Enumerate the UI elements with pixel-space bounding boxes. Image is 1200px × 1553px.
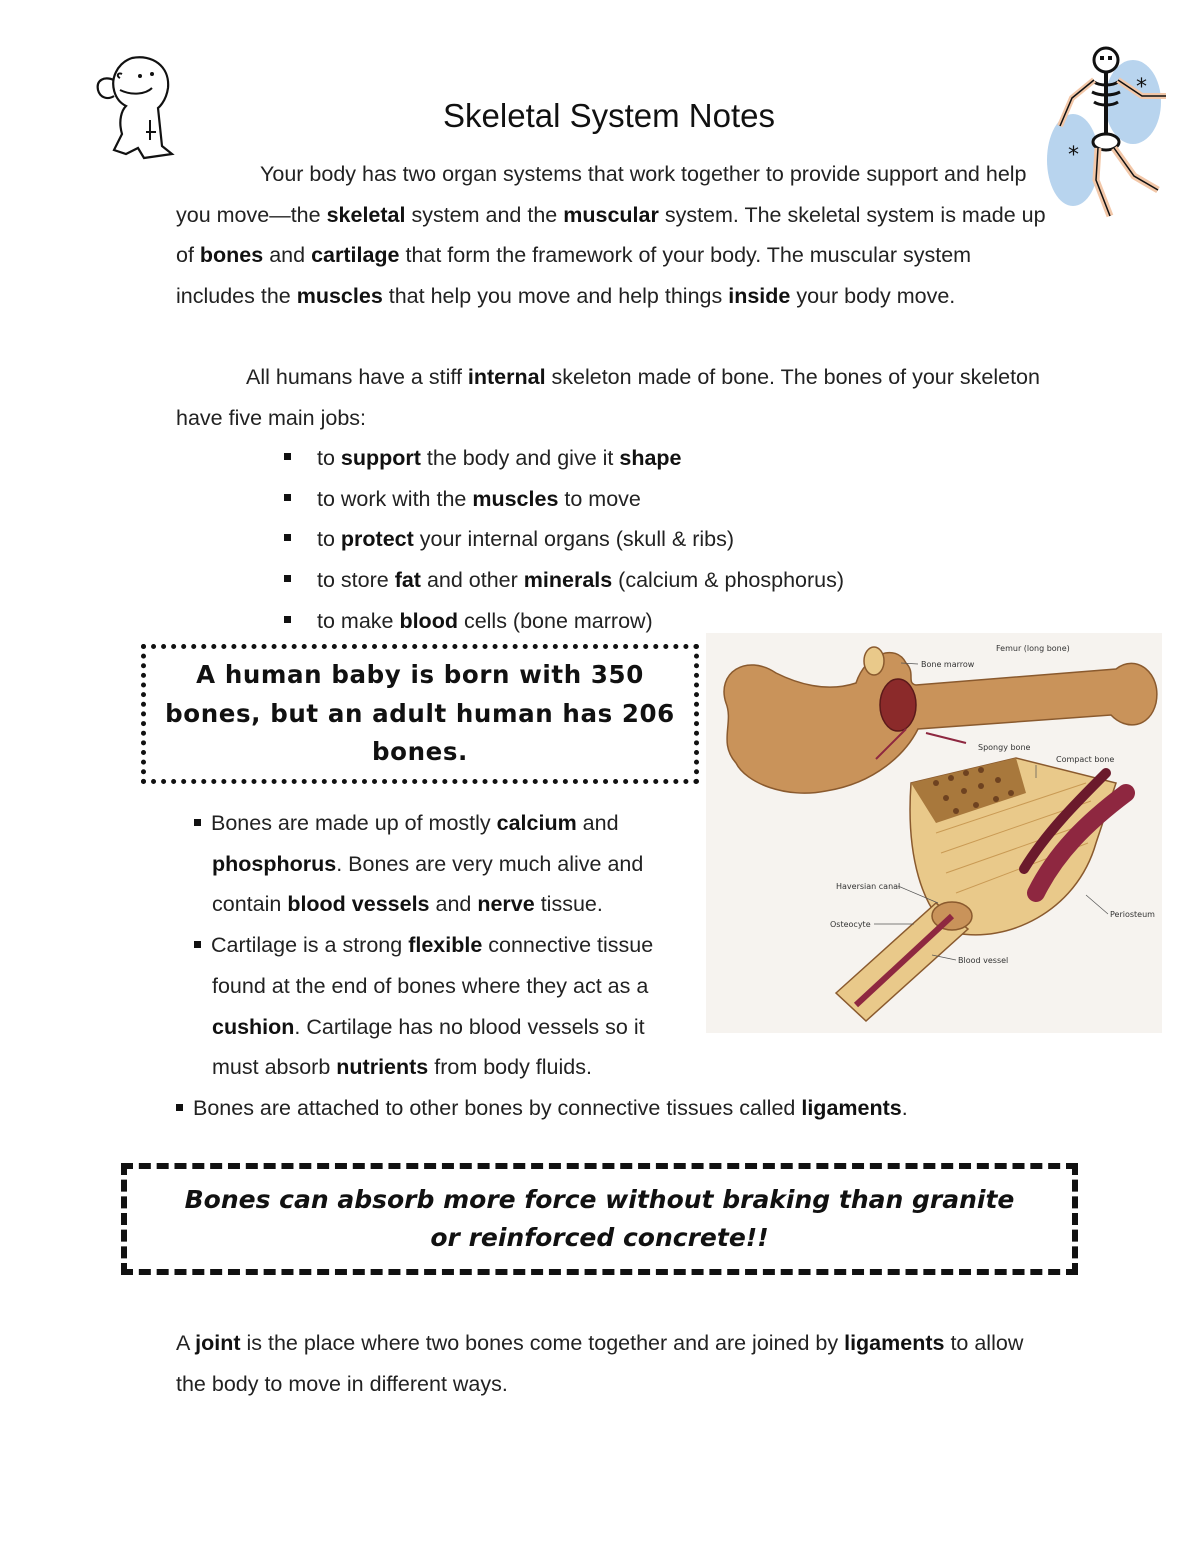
list-item: to work with the muscles to move bbox=[282, 479, 882, 520]
label-osteocyte: Osteocyte bbox=[830, 920, 871, 929]
bone-structure-illustration bbox=[706, 633, 1162, 1033]
bullet-icon bbox=[194, 819, 201, 826]
joint-paragraph: A joint is the place where two bones come together and are joined by ligaments to allow the body to move in different ways. bbox=[176, 1331, 1024, 1396]
bone-jobs-list bbox=[282, 438, 882, 642]
bone-strength-fact: Bones can absorb more force without braking than granite or reinforced concrete!! bbox=[184, 1185, 1015, 1252]
label-bone-marrow: Bone marrow bbox=[921, 660, 975, 669]
list-item: to support the body and give it shape bbox=[282, 438, 882, 479]
list-item: to make blood cells (bone marrow) bbox=[282, 601, 882, 642]
list-item: to protect your internal organs (skull & ribs) bbox=[282, 519, 882, 560]
bone-count-fact: A human baby is born with 350 bones, but an adult human has 206 bones. bbox=[165, 660, 675, 767]
bullet-icon bbox=[284, 616, 291, 623]
page-title: Skeletal System Notes bbox=[443, 97, 775, 134]
bullet-icon bbox=[284, 534, 291, 541]
bullet-icon bbox=[284, 575, 291, 582]
bone-facts-list bbox=[176, 803, 696, 1088]
intro-paragraph: Your body has two organ systems that work together to provide support and help you move—the skeletal system and the muscular system. The skeletal system is made up of bones and cartilage that form the framework of your body. The muscular system includes the muscles that help you move and help things inside your body move. bbox=[176, 162, 1046, 309]
label-haversian-canal: Haversian canal bbox=[836, 882, 901, 891]
svg-text:*: * bbox=[1068, 143, 1079, 168]
ligaments-fact: Bones are attached to other bones by connective tissues called ligaments. bbox=[176, 1088, 1076, 1129]
list-item: Bones are made up of mostly calcium and phosphorus. Bones are very much alive and contain blood vessels and nerve tissue. bbox=[176, 803, 696, 925]
label-compact-bone: Compact bone bbox=[1056, 755, 1115, 764]
list-item: Cartilage is a strong flexible connective tissue found at the end of bones where they act as a cushion. Cartilage has no blood vessels so it must absorb nutrients from body fluids. bbox=[176, 925, 696, 1088]
label-spongy-bone: Spongy bone bbox=[978, 743, 1031, 752]
list-item: to store fat and other minerals (calcium & phosphorus) bbox=[282, 560, 882, 601]
bullet-icon bbox=[194, 941, 201, 948]
label-blood-vessel: Blood vessel bbox=[958, 956, 1009, 965]
svg-text:*: * bbox=[1136, 75, 1147, 100]
label-femur: Femur (long bone) bbox=[996, 644, 1070, 653]
bullet-icon bbox=[284, 494, 291, 501]
bullet-icon bbox=[284, 453, 291, 460]
bullet-icon bbox=[176, 1104, 183, 1111]
label-periosteum: Periosteum bbox=[1110, 910, 1155, 919]
bone-strength-fact-box bbox=[121, 1163, 1078, 1275]
bone-count-fact-box bbox=[141, 644, 699, 784]
skeleton-paragraph: All humans have a stiff internal skeleton made of bone. The bones of your skeleton have five main jobs: bbox=[176, 365, 1040, 430]
